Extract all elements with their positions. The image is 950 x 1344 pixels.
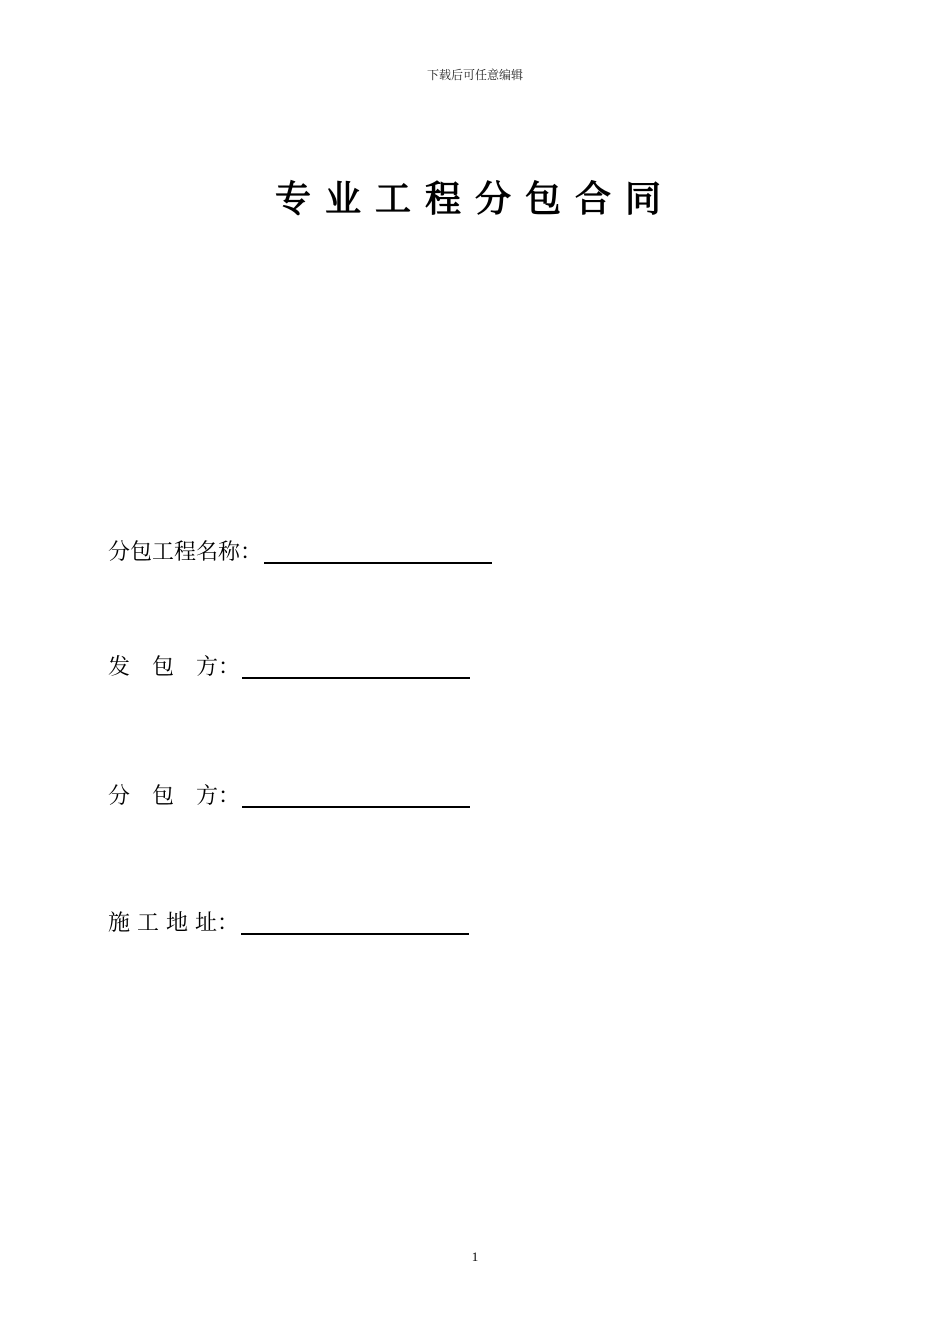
field-subcontractor <box>108 782 470 812</box>
document-title: 专业工程分包合同 <box>274 179 675 220</box>
fill-in-blank-line[interactable] <box>241 909 469 935</box>
field-label: 分包工程名称： <box>108 540 263 565</box>
field-label: 施 工 地 址： <box>108 911 239 936</box>
header-note: 下载后可任意编辑 <box>426 68 523 82</box>
field-label: 分 包 方： <box>108 784 241 809</box>
field-contractor <box>108 653 470 683</box>
field-label: 发 包 方： <box>108 655 241 680</box>
fill-in-blank-line[interactable] <box>242 653 470 679</box>
fill-in-blank-line[interactable] <box>264 538 492 564</box>
field-project-name <box>108 538 492 568</box>
field-construction-address <box>108 909 469 939</box>
page-number: 1 <box>471 1249 479 1264</box>
fill-in-blank-line[interactable] <box>242 782 470 808</box>
